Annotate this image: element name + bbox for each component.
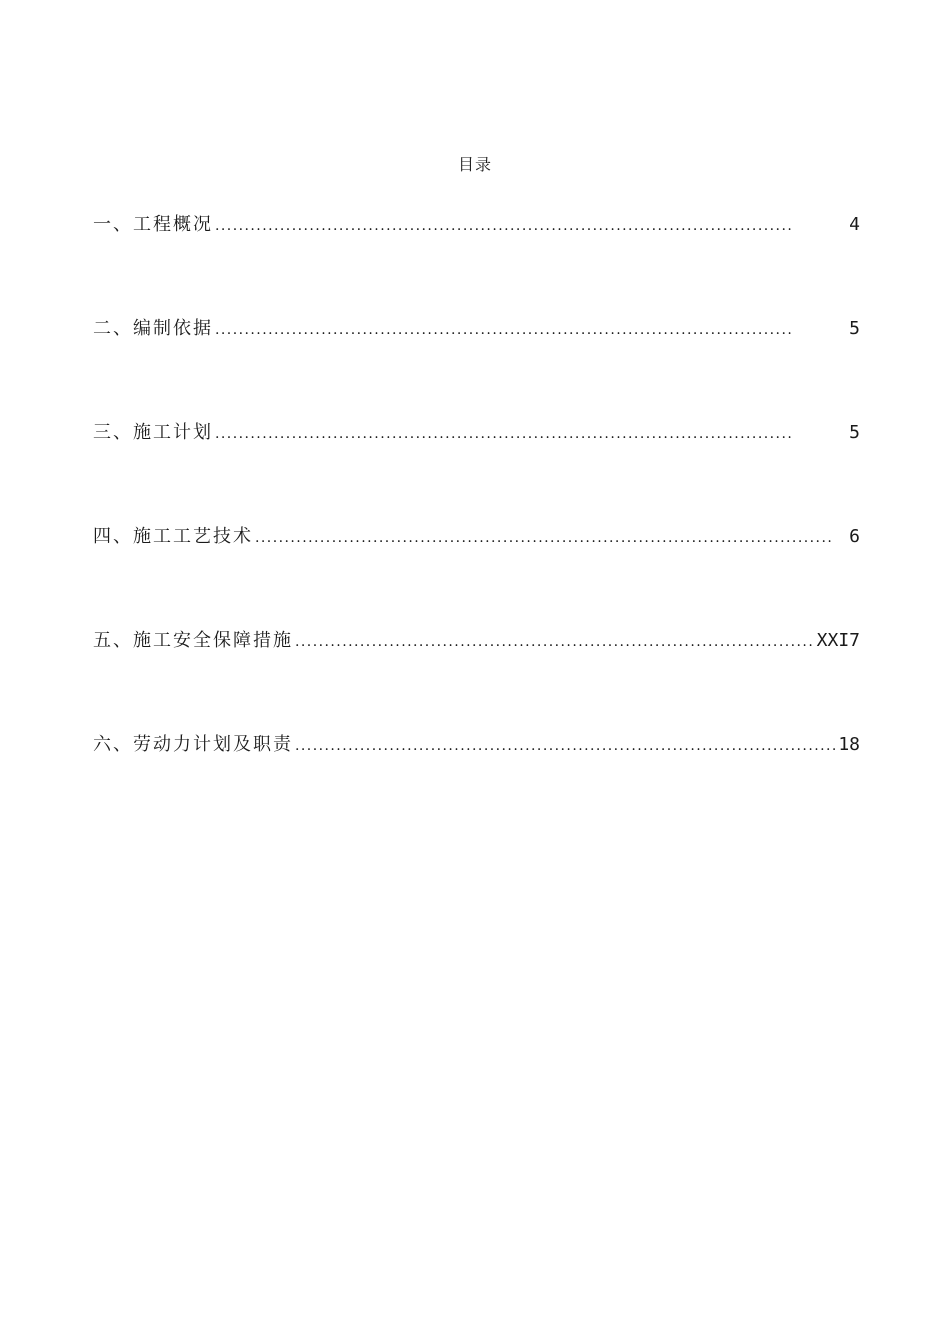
toc-entry-1[interactable] xyxy=(93,210,860,314)
dot-leader xyxy=(215,214,847,235)
dot-leader xyxy=(295,734,836,755)
dot-leader xyxy=(215,422,847,443)
toc-entry-label: 二、编制依据 xyxy=(93,318,213,339)
toc-entry-label: 六、劳动力计划及职责 xyxy=(93,734,293,755)
toc-entry-page: 4 xyxy=(849,214,860,235)
toc-entry-3[interactable] xyxy=(93,418,860,522)
dot-leader xyxy=(255,526,847,547)
dot-leader xyxy=(215,318,847,339)
table-of-contents xyxy=(93,210,860,834)
toc-entry-5[interactable] xyxy=(93,626,860,730)
toc-entry-page: 6 xyxy=(849,526,860,547)
toc-entry-label: 五、施工安全保障措施 xyxy=(93,630,293,651)
toc-entry-label: 一、工程概况 xyxy=(93,214,213,235)
toc-entry-page: 5 xyxy=(849,422,860,443)
toc-entry-label: 四、施工工艺技术 xyxy=(93,526,253,547)
toc-entry-page: XXI7 xyxy=(816,630,860,651)
page-title: 目录 xyxy=(457,155,492,174)
toc-entry-4[interactable] xyxy=(93,522,860,626)
dot-leader xyxy=(295,630,815,651)
toc-entry-label: 三、施工计划 xyxy=(93,422,213,443)
toc-entry-2[interactable] xyxy=(93,314,860,418)
toc-entry-6[interactable] xyxy=(93,730,860,834)
toc-entry-page: 18 xyxy=(838,734,860,755)
toc-entry-page: 5 xyxy=(849,318,860,339)
